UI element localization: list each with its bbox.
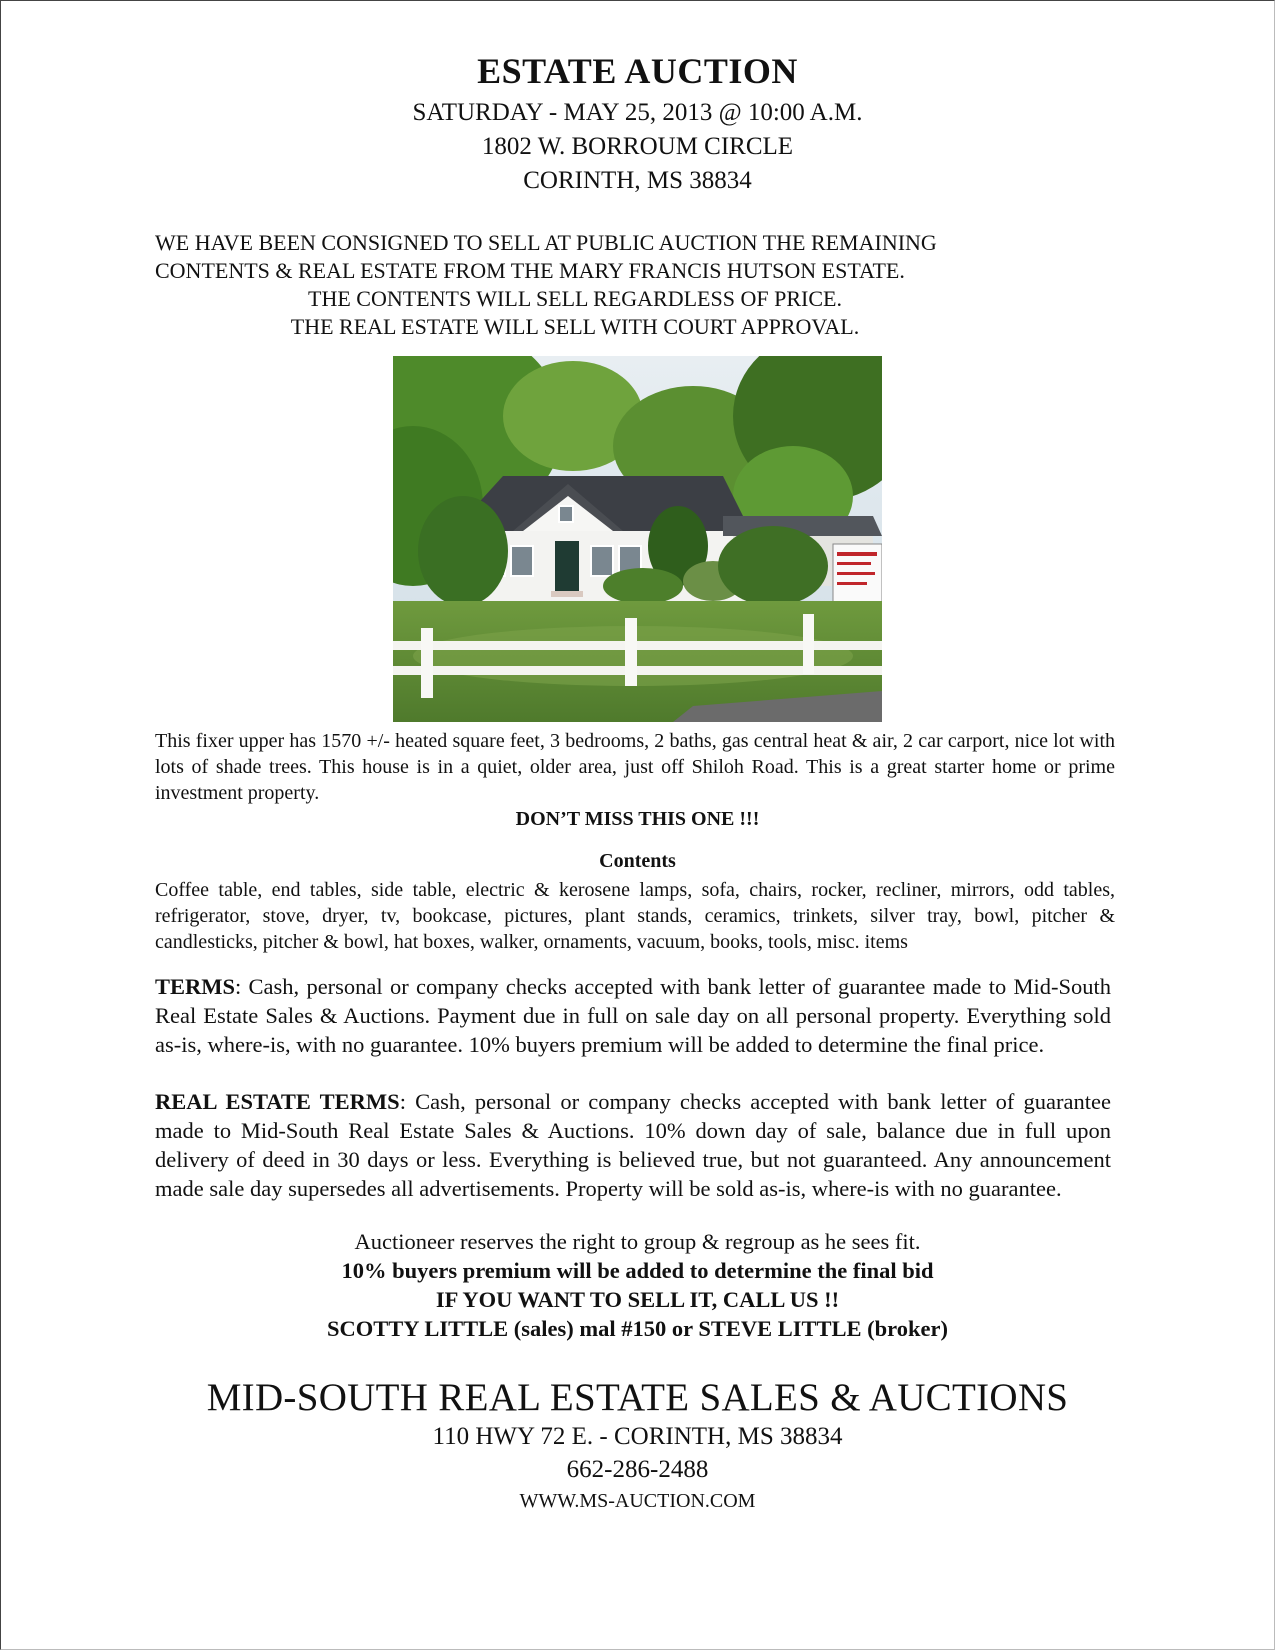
contacts-note: SCOTTY LITTLE (sales) mal #150 or STEVE LITTLE (broker) <box>327 1316 948 1341</box>
contents-list: Coffee table, end tables, side table, electric & kerosene lamps, sofa, chairs, rocker, recliner, mirrors, odd tables, refrigerator, stove, dryer, tv, bookcase, pictures, plant stands, ceramics, trinkets, silver tray, bowl, pitcher & candlesticks, pitcher & bowl, hat boxes, walker, ornaments, vacuum, books, tools, misc. items <box>155 879 1115 953</box>
terms-text: : Cash, personal or company checks accepted with bank letter of guarantee made to Mid-South Real Estate Sales & Auctions. Payment due in full on sale day on all personal property. Everything sold as-is, where-is, with no guarantee. 10% buyers premium will be added to determine the final price. <box>155 974 1111 1057</box>
house-photo <box>393 356 882 722</box>
intro-block <box>155 229 1115 341</box>
terms-label: TERMS <box>155 974 236 999</box>
intro-line-3: THE CONTENTS WILL SELL REGARDLESS OF PRICE. <box>308 286 842 311</box>
callout: DON’T MISS THIS ONE !!! <box>515 808 760 830</box>
intro-line-4: THE REAL ESTATE WILL SELL WITH COURT APPROVAL. <box>290 314 860 339</box>
company-website: WWW.MS-AUCTION.COM <box>519 1490 756 1512</box>
auction-date: SATURDAY - MAY 25, 2013 @ 10:00 A.M. <box>412 99 863 126</box>
auction-address-city: CORINTH, MS 38834 <box>523 167 752 194</box>
real-estate-terms-label: REAL ESTATE TERMS <box>155 1089 400 1114</box>
real-estate-terms-paragraph <box>155 1087 1111 1203</box>
page-title: ESTATE AUCTION <box>477 51 798 91</box>
auction-address-street: 1802 W. BORROUM CIRCLE <box>481 133 794 160</box>
property-description: This fixer upper has 1570 +/- heated square feet, 3 bedrooms, 2 baths, gas central heat & air, 2 car carport, nice lot with lots of shade trees. This house is in a quiet, older area, just off Shiloh Road. This is a great starter home or prime investment property. <box>155 730 1115 804</box>
premium-note: 10% buyers premium will be added to determine the final bid <box>341 1258 934 1283</box>
intro-line-1: WE HAVE BEEN CONSIGNED TO SELL AT PUBLIC AUCTION THE REMAINING <box>155 230 937 255</box>
real-estate-terms-text: : Cash, personal or company checks accepted with bank letter of guarantee made to Mid-South Real Estate Sales & Auctions. 10% down day of sale, balance due in full upon delivery of deed in 30 days or less. Everything is believed true, but not guaranteed. Any announcement made sale day supersedes all advertisements. Property will be sold as-is, where-is with no guarantee. <box>155 1089 1111 1201</box>
terms-paragraph <box>155 972 1111 1059</box>
company-name: MID-SOUTH REAL ESTATE SALES & AUCTIONS <box>206 1376 1069 1419</box>
contents-heading: Contents <box>599 850 676 872</box>
company-phone: 662-286-2488 <box>566 1456 709 1483</box>
company-address: 110 HWY 72 E. - CORINTH, MS 38834 <box>432 1423 843 1450</box>
sell-call-note: IF YOU WANT TO SELL IT, CALL US !! <box>435 1287 840 1312</box>
intro-line-2: CONTENTS & REAL ESTATE FROM THE MARY FRANCIS HUTSON ESTATE. <box>155 258 905 283</box>
reserve-note: Auctioneer reserves the right to group & regroup as he sees fit. <box>354 1229 921 1254</box>
